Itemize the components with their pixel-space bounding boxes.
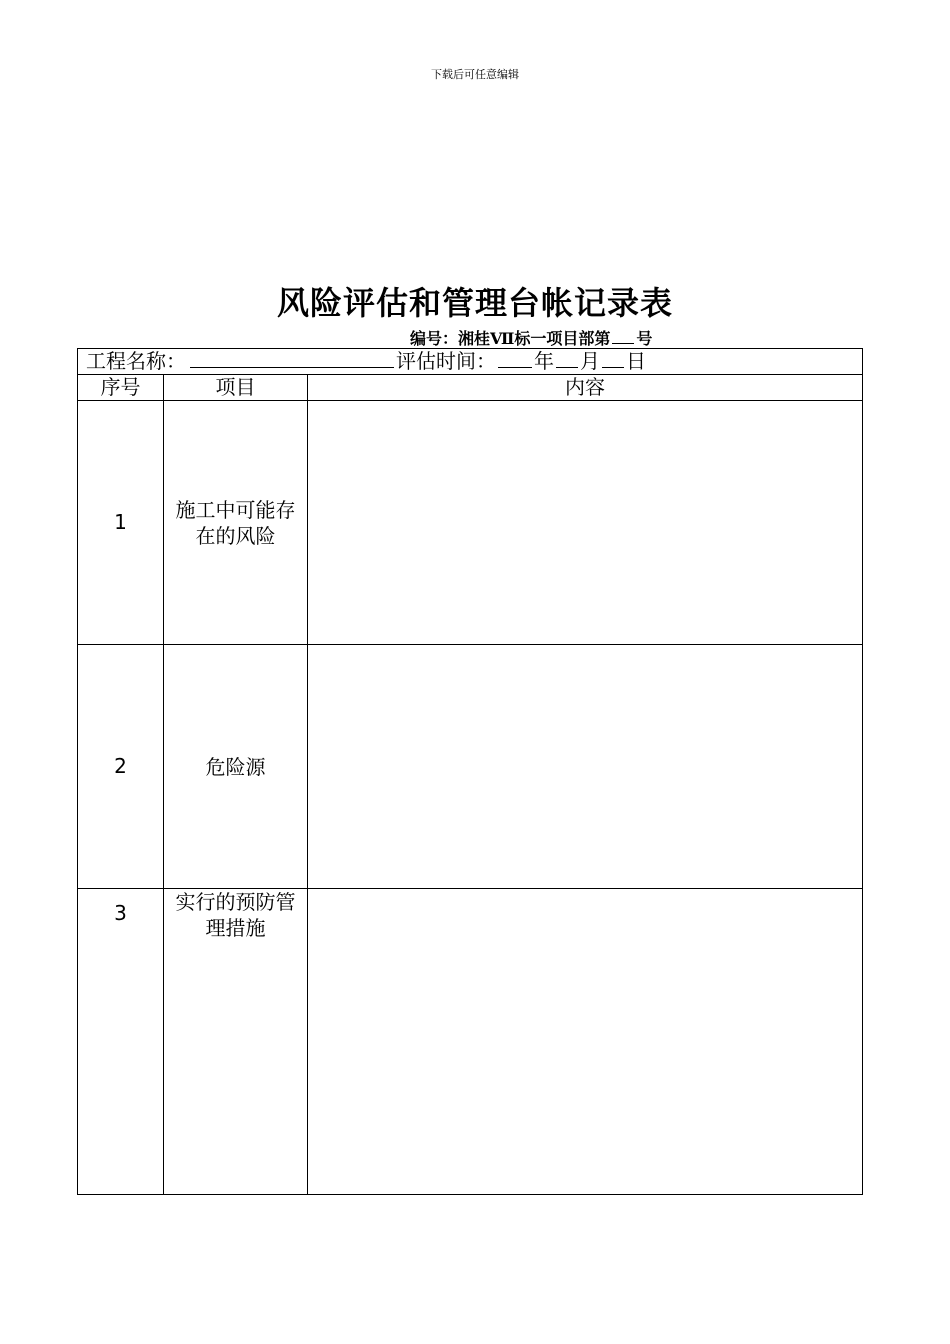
- header-item: 项目: [164, 375, 308, 401]
- table-row: [78, 401, 863, 645]
- risk-record-table: [77, 348, 863, 1195]
- document-number-prefix: 编号：湘桂Ⅶ标一项目部第: [410, 329, 611, 348]
- row-item: 危险源: [205, 754, 266, 779]
- row-item-cell: [164, 645, 308, 889]
- row-number: 1: [78, 401, 164, 645]
- year-blank[interactable]: [498, 349, 532, 368]
- day-blank[interactable]: [602, 349, 624, 368]
- header-number: 序号: [78, 375, 164, 401]
- row-content[interactable]: [308, 889, 863, 1195]
- header-content: 内容: [308, 375, 863, 401]
- row-item: 施工中可能存在的风险: [175, 497, 296, 548]
- table-row: [78, 889, 863, 1195]
- row-content[interactable]: [308, 645, 863, 889]
- row-item-cell: [164, 889, 308, 1195]
- info-cell: [78, 349, 863, 375]
- document-number-blank[interactable]: [612, 327, 634, 344]
- row-item-cell: [164, 401, 308, 645]
- project-name-blank[interactable]: [190, 349, 394, 368]
- project-name-label: 工程名称：: [86, 349, 186, 373]
- row-number: 2: [78, 645, 164, 889]
- header-note: 下载后可任意编辑: [431, 68, 519, 81]
- table-row: [78, 645, 863, 889]
- eval-time-label: 评估时间：: [396, 349, 496, 373]
- month-label: 月: [580, 349, 600, 373]
- table-header-row: [78, 375, 863, 401]
- month-blank[interactable]: [556, 349, 578, 368]
- document-number: [410, 326, 652, 349]
- page-title: 风险评估和管理台帐记录表: [276, 284, 673, 322]
- year-label: 年: [534, 349, 554, 373]
- row-content[interactable]: [308, 401, 863, 645]
- info-row: [78, 349, 863, 375]
- row-number: 3: [78, 889, 164, 1195]
- day-label: 日: [626, 349, 646, 373]
- row-item: 实行的预防管理措施: [175, 890, 296, 940]
- document-number-suffix: 号: [636, 329, 653, 348]
